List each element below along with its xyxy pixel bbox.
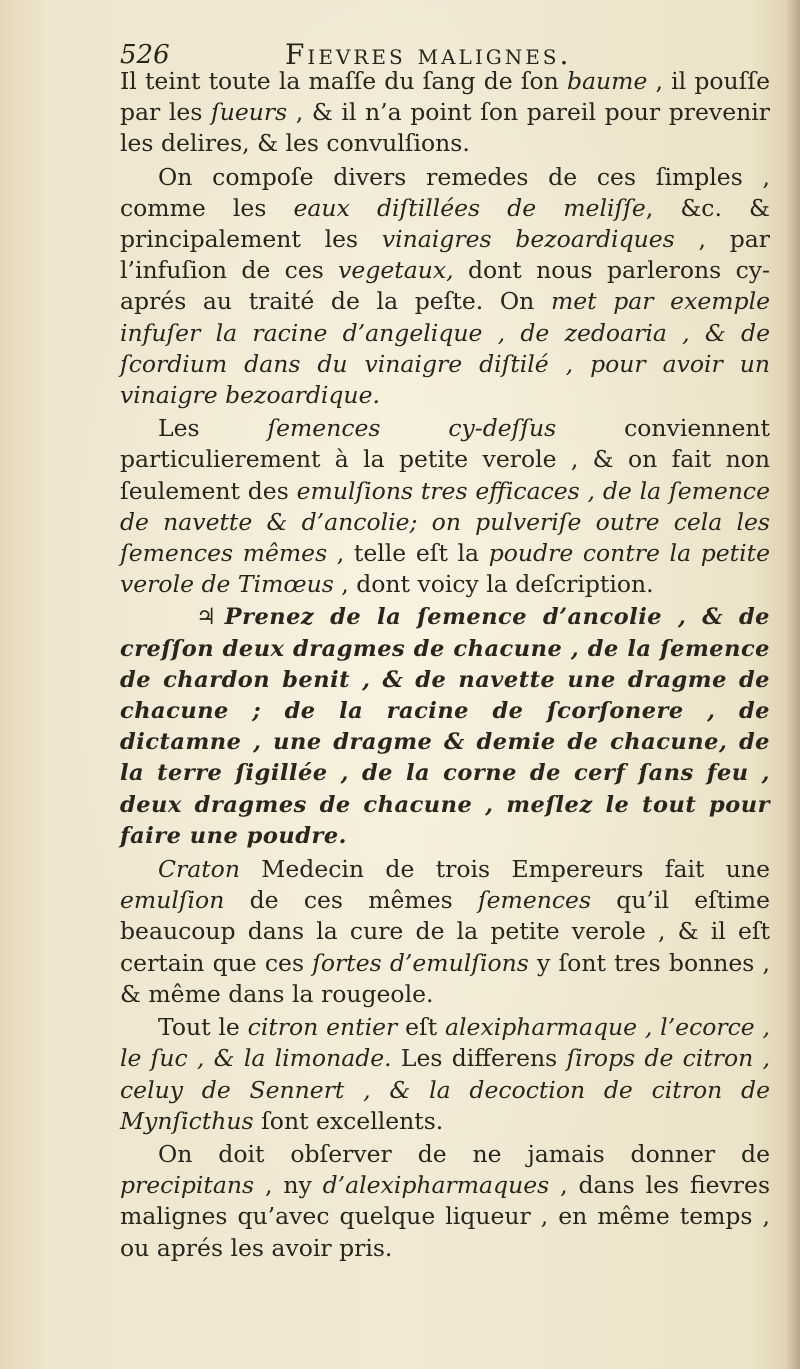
- text-segment: , ny: [254, 1171, 323, 1200]
- text-segment: , telle eſt la: [327, 539, 489, 568]
- text-segment: conviennent particulierement à la petite verole , & on fait non ſeulement des: [120, 414, 770, 505]
- italic-text-segment: ſueurs: [211, 98, 288, 127]
- text-segment: Il teint toute la maſſe du ſang de ſon: [120, 67, 567, 95]
- italic-text-segment: ſirops de citron , celuy de Sennert , & la decoction de citron de Mynſicthus: [120, 1044, 771, 1135]
- text-segment: qu’il eſtime beaucoup dans la cure de la petite verole , & il eſt certain que ces: [120, 886, 770, 977]
- italic-text-segment: met par exemple infuſer la racine d’angelique , de zedoaria , & de ſcordium dans du vinaigre diſtilé , pour avoir un vinaigre bezoardique.: [120, 287, 770, 410]
- recipe-symbol-icon: ♃: [196, 604, 217, 631]
- italic-text-segment: vegetaux,: [338, 256, 454, 285]
- paragraph-6: [120, 1012, 770, 1137]
- italic-text-segment: emulſions tres efficaces , de la ſemence de navette & d’ancolie; on pulveriſe outre cela les ſemences mêmes: [120, 476, 770, 568]
- text-segment: On doit obſerver de ne jamais donner de: [158, 1139, 770, 1168]
- italic-text-segment: ſortes d’emulſions: [312, 948, 529, 977]
- italic-text-segment: baume: [566, 67, 648, 95]
- paragraph-5: [120, 854, 770, 1010]
- running-title: Fievres malignes.: [285, 38, 572, 71]
- text-segment: dont nous parlerons cy-aprés au traité de la peſte. On: [120, 256, 770, 316]
- paragraph-7: [120, 1139, 770, 1264]
- text-segment: , dont voicy la deſcription.: [333, 570, 654, 599]
- italic-text-segment: citron entier: [247, 1013, 398, 1042]
- italic-text-segment: d’alexipharmaques: [322, 1171, 550, 1200]
- italic-text-segment: Craton: [158, 855, 240, 884]
- text-segment: On compoſe divers remedes de ces ſimples , comme les: [120, 162, 770, 222]
- text-segment: y ſont tres bonnes , & même dans la rougeole.: [120, 948, 771, 1008]
- text-segment: eſt: [397, 1013, 446, 1042]
- italic-text-segment: eaux diſtillées de meliſſe: [293, 193, 646, 222]
- italic-text-segment: poudre contre la petite verole de Timœus: [120, 539, 770, 599]
- page-number: 526: [120, 40, 170, 70]
- paragraph-3: [120, 413, 770, 600]
- text-segment: Les differens: [391, 1044, 567, 1073]
- paragraph-2: [120, 162, 770, 412]
- text-segment: Les: [158, 414, 268, 443]
- italic-text-segment: ſemences cy-deſſus: [267, 414, 557, 443]
- text-segment: , & il n’a point ſon pareil pour prevenir les delires, & les convulſions.: [120, 98, 770, 158]
- recipe-paragraph: [120, 602, 770, 852]
- text-segment: de ces mêmes: [224, 886, 478, 915]
- italic-text-segment: alexipharmaque , l’ecorce , le ſuc , & la limonade.: [120, 1013, 770, 1073]
- text-segment: ſont excellents.: [253, 1106, 444, 1135]
- text-segment: , par l’infuſion de ces: [120, 225, 770, 285]
- text-segment: Tout le: [158, 1013, 248, 1042]
- text-segment: Medecin de trois Empereurs fait une: [239, 855, 770, 884]
- italic-text-segment: emulſion: [120, 886, 225, 915]
- paragraph-1: [120, 66, 770, 160]
- italic-text-segment: precipitans: [120, 1171, 255, 1200]
- italic-text-segment: Prenez de la ſemence d’ancolie , & de creſſon deux dragmes de chacune , de la ſemence de chardon benit , & de navette une dragme de chacune ; de la racine de ſcorſonere , de dictamne , une dragme & demie de chacune, de la terre ſigillée , de la corne de cerf ſans feu , deux dragmes de chacune , meſlez le tout pour faire une poudre.: [120, 604, 770, 849]
- page-edge-shadow: [786, 0, 800, 1369]
- text-segment: , dans les fievres malignes qu’avec quelque liqueur , en même temps , ou aprés les avoir pris.: [120, 1171, 771, 1262]
- italic-text-segment: ſemences: [477, 886, 592, 915]
- text-segment: , il pouſſe par les: [120, 67, 770, 127]
- body-text: [120, 66, 770, 1266]
- italic-text-segment: vinaigres bezoardiques: [381, 225, 675, 254]
- text-segment: , &c. & principalement les: [120, 193, 770, 254]
